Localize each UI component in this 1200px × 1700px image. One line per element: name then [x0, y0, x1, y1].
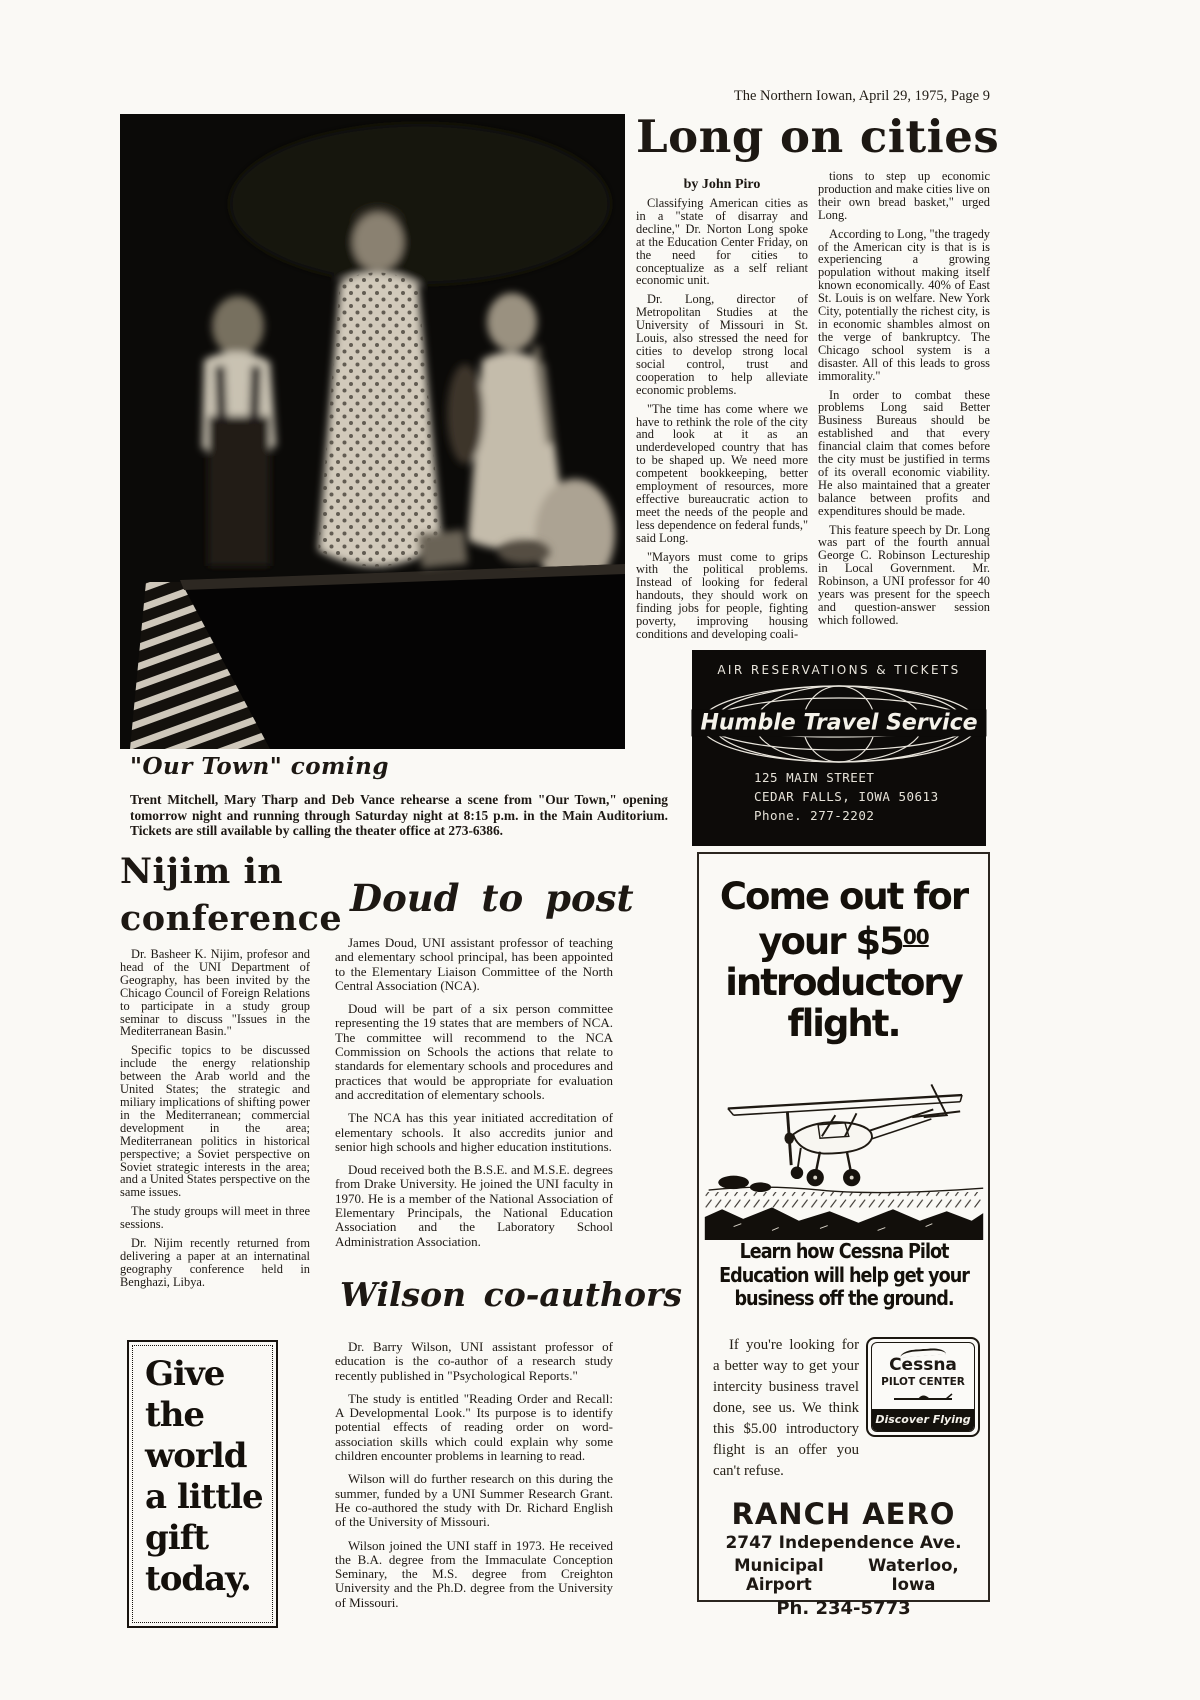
paragraph: Dr. Long, director of Metropolitan Studies at the University of Missouri in St. Louis, also stressed the need for cities to develop strong local social control, trust and cooperation to help alleviate economic problems.: [636, 292, 808, 397]
humble-address1: 125 MAIN STREET: [754, 770, 875, 785]
paragraph: The study groups will meet in three sessions.: [120, 1204, 310, 1232]
paragraph: Specific topics to be discussed include the energy relationship between the Arab world and the United States; the strategic and miliary implications of shifting power in the Mediterranean; commercial development in the area; Mediterranean politics in historical perspective; a Soviet perspective on Soviet strategic interests in the area; and a United States perspective on the same issues.: [120, 1043, 310, 1200]
cessna-ad-body-row: [713, 1335, 980, 1482]
paragraph: Dr. Basheer K. Nijim, profesor and head of the UNI Department of Geography, has been invited by the Chicago Council of Foreign Relations to participate in a study group seminar to discuss "Issues in the Mediterranean Basin.": [120, 947, 310, 1039]
cessna-logo-brand: Cessna: [889, 1354, 957, 1375]
rehearsal-photo: [120, 114, 625, 749]
paragraph: The study is entitled "Reading Order and Recall: A Developmental Look." Its purpose is to identify potential effects of reading order on word-association skills which could explain why some children encounter problems in learning to read.: [335, 1390, 613, 1464]
airplane-illustration: [701, 1048, 987, 1240]
paragraph: In order to combat these problems Long said Better Business Bureaus should be established and that every financial claim that comes before the city must be justified in terms of its overall economic viability. He also maintained that a greater balance between profits and expenditures should be made.: [818, 387, 990, 518]
small-plane-icon: [888, 1390, 958, 1406]
pilot-center-label: PILOT CENTER: [881, 1375, 965, 1388]
paragraph: Doud received both the B.S.E. and M.S.E. degrees from Drake University. He joined the UNI faculty in 1970. He is a member of the National Association of Elementary Principals, the National Education Association and the Laboratory School Administration Association.: [335, 1162, 613, 1249]
cessna-ad: [697, 852, 990, 1619]
paragraph: Doud will be part of a six person committee representing the 19 states that are members of NCA. The committee will recommend to the NCA Commission on Schools the actions that relate to standards for elementary schools and procedures and practices that would be appropriate for evaluation and accreditation of elementary schools.: [335, 1001, 613, 1102]
dealer-name: RANCH AERO: [731, 1496, 956, 1531]
humble-brand: Humble Travel Service: [691, 709, 986, 736]
gift-ad-line: a little: [145, 1477, 263, 1517]
subhead-line: Education will help get your: [719, 1262, 969, 1287]
gift-ad-line: the: [145, 1395, 205, 1435]
humble-phone: Phone. 277-2202: [754, 807, 875, 823]
humble-ad-topline: AIR RESERVATIONS & TICKETS: [717, 663, 961, 677]
cessna-ad-headline: [699, 876, 988, 1044]
caption-body: Trent Mitchell, Mary Tharp and Deb Vance rehearse a scene from "Our Town," opening tomorrow night and running through Saturday night at 8:15 p.m. in the Main Auditorium. Tickets are still available by calling the theater office at 273-6386.: [130, 792, 668, 838]
paragraph: Dr. Nijim recently returned from delivering a paper at an internatinal geography conference held in Benghazi, Libya.: [120, 1236, 310, 1289]
article-column: [120, 948, 310, 1295]
price-superscript: 00: [902, 925, 929, 949]
cessna-ad-subhead: [702, 1240, 986, 1311]
paragraph: "The time has come where we have to rethink the role of the city and look at it as an underdeveloped country that has to be shaped up. We need more competent bookkeeping, better employment of resources, more effective bureaucratic action to meet the needs of the people and less dependence on federal funds," said Long.: [636, 401, 808, 545]
headline-line: Nijim in: [120, 851, 284, 892]
humble-address2: CEDAR FALLS, IOWA 50613: [754, 788, 939, 804]
headline-line: Come out for: [719, 875, 968, 918]
paragraph: Wilson joined the UNI staff in 1973. He received the B.A. degree from the Immaculate Conception Seminary, the M.S. degree from Creighton University and the Ph.D. degree from the University of Missouri.: [335, 1537, 613, 1610]
headline-line: your $\$5^{00}$: [758, 920, 929, 963]
dealer-address: 2747 Independence Ave.: [725, 1532, 962, 1553]
gift-ad-line: today.: [145, 1559, 251, 1599]
cessna-ad-body: If you're looking for a better way to get your intercity business travel done, see us. We think this $5.00 introductory flight is an offer you can't refuse.: [713, 1336, 859, 1479]
gift-ad-line: gift: [145, 1518, 209, 1558]
paragraph: James Doud, UNI assistant professor of teaching and elementary school principal, has been appointed to the Elementary Liaison Committee of the North Central Association (NCA).: [335, 935, 613, 993]
gift-ad-line: world: [145, 1436, 247, 1476]
paragraph: Wilson will do further research on this during the summer, funded by a UNI Summer Research Grant. He co-authored the study with Dr. Richard English of the University of Missouri.: [335, 1471, 613, 1530]
subhead-line: Learn how Cessna Pilot: [739, 1239, 949, 1263]
gift-ad: [127, 1340, 278, 1628]
headline-nijim: [120, 848, 342, 942]
paragraph: tions to step up economic production and make cities live on their own bread basket," urged Long.: [818, 169, 990, 222]
paragraph: Classifying American cities as in a "state of disarray and decline," Dr. Norton Long spoke at the Education Center Friday, on the need for cities to conceptualize as a self reliant economic unit.: [636, 196, 808, 288]
byline: by John Piro: [683, 177, 761, 192]
masthead: The Northern Iowan, April 29, 1975, Page 9: [733, 88, 990, 104]
caption-title: "Our Town" coming: [130, 753, 389, 780]
humble-address-block: [754, 769, 986, 825]
humble-travel-ad: [692, 650, 986, 846]
globe-graphic: [692, 682, 986, 766]
dealer-phone: Ph. 234-5773: [776, 1597, 911, 1619]
dealer-location-right: Waterloo, Iowa: [868, 1555, 959, 1594]
dealer-location-left: Municipal Airport: [734, 1555, 824, 1594]
article-column-1: [636, 197, 808, 647]
paragraph: The NCA has this year initiated accreditation of elementary schools. It also accredits junior and senior high schools and higher education institutions.: [335, 1110, 613, 1154]
article-column-2: [818, 170, 990, 633]
discover-flying-banner: Discover Flying: [872, 1409, 974, 1431]
headline-long-on-cities: Long on cities: [636, 110, 1000, 163]
article-column: [335, 1340, 613, 1619]
article-column: [335, 936, 613, 1258]
paragraph: This feature speech by Dr. Long was part of the fourth annual George C. Robinson Lectureship in Local Government. Mr. Robinson, a UNI professor for 40 years was present for the speech and question-answer session which followed.: [818, 522, 990, 627]
headline-line: introductory: [725, 961, 962, 1004]
headline-wilson: Wilson co-authors: [340, 1275, 683, 1314]
paragraph: Dr. Barry Wilson, UNI assistant professor of education is the co-author of a research study recently published in "Psychological Reports.": [335, 1339, 613, 1383]
headline-line: flight.: [787, 1002, 900, 1045]
paragraph: According to Long, "the tragedy of the American city is that is is experiencing a growing population without making itself known economically. 40% of East St. Louis is on welfare. New York City, potentially the richest city, is in economic shambles almost on the verge of bankruptcy. The Chicago school system is a disaster. All of this leads to gross immorality.": [818, 226, 990, 383]
cessna-pilot-center-logo: [866, 1337, 980, 1437]
paragraph: "Mayors must come to grips with the political problems. Instead of looking for federal handouts, they should work on finding jobs for people, fighting poverty, improving housing conditions and developing coali-: [636, 549, 808, 641]
dealer-locations: [699, 1553, 988, 1594]
headline-line: conference: [120, 898, 343, 939]
headline-doud: Doud to post: [350, 876, 634, 920]
gift-ad-line: Give: [145, 1354, 225, 1394]
subhead-line: business off the ground.: [734, 1286, 954, 1310]
